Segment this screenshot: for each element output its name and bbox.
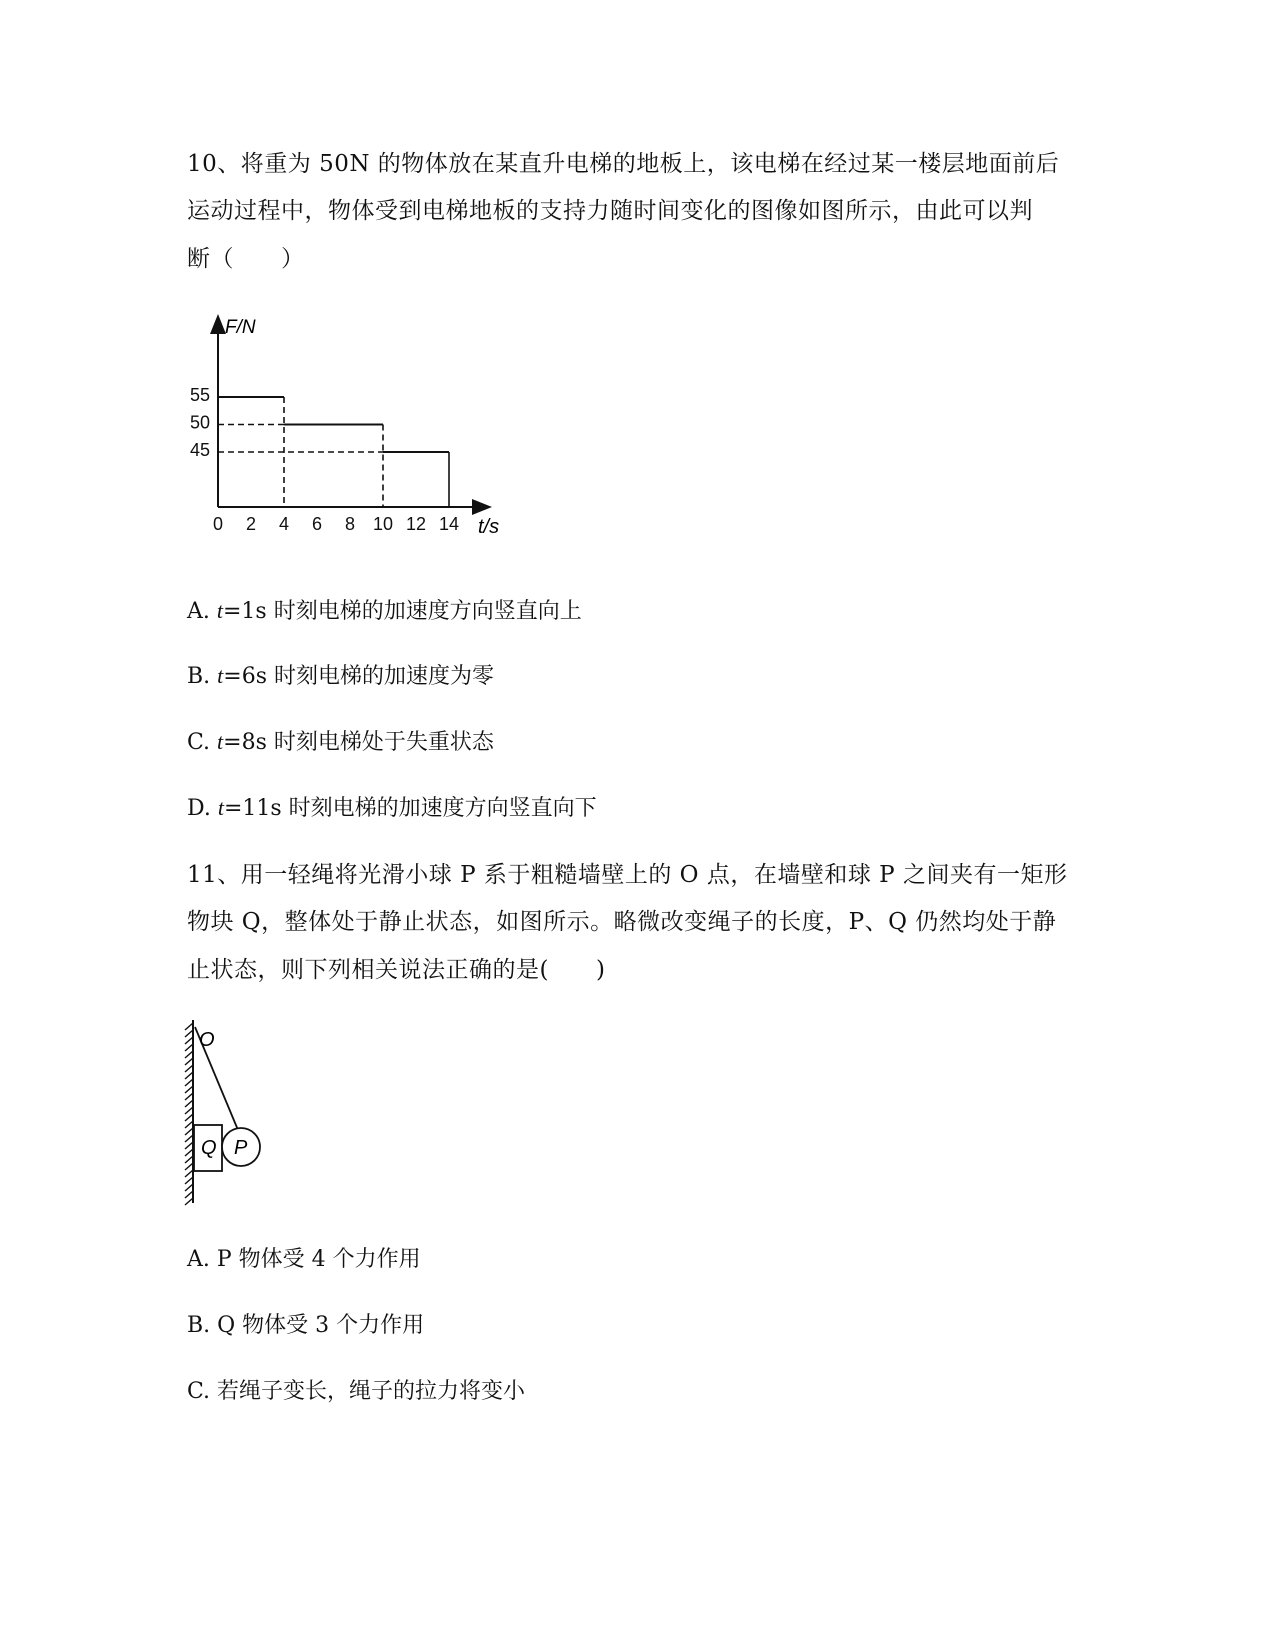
hatch-stroke [185,1114,193,1121]
x-tick-label: 6 [311,514,323,534]
hatch-stroke [185,1177,193,1184]
y-axis-label: F/N [225,317,256,338]
q10-option-d[interactable]: D. t=11s 时刻电梯的加速度方向竖直向下 [187,795,597,821]
q11-option-c[interactable]: C. 若绳子变长，绳子的拉力将变小 [187,1379,526,1404]
q11-text-line-2: 物块 Q，整体处于静止状态，如图所示。略微改变绳子的长度，P、Q 仍然均处于静 [187,909,1057,935]
y-tick-label: 50 [189,412,210,433]
hatch-stroke [185,1135,193,1142]
hatch-stroke [185,1037,193,1044]
wall-rope-ball-figure [178,1015,288,1210]
y-tick-label: 55 [189,385,210,405]
ball-p-label: P [234,1137,248,1159]
q11-option-a[interactable]: A. P 物体受 4 个力作用 [187,1247,421,1272]
hatch-stroke [185,1121,193,1128]
x-axis-label: t/s [478,516,500,538]
force-time-chart [180,310,520,550]
x-tick-label: 2 [245,514,257,534]
hatch-stroke [185,1023,193,1030]
hatch-stroke [185,1079,193,1086]
q11-option-b[interactable]: B. Q 物体受 3 个力作用 [187,1313,425,1338]
q10-text-line-2: 运动过程中，物体受到电梯地板的支持力随时间变化的图像如图所示，由此可以判 [187,198,1033,224]
hatch-stroke [185,1051,193,1058]
hatch-stroke [185,1170,193,1177]
hatch-stroke [185,1128,193,1135]
q10-text-line-1: 10、将重为 50N 的物体放在某直升电梯的地板上，该电梯在经过某一楼层地面前后 [187,151,1060,177]
q10-text-line-3: 断（ ） [187,246,305,272]
hatch-stroke [185,1142,193,1149]
x-tick-label: 4 [278,514,290,534]
q10-option-a[interactable]: A. t=1s 时刻电梯的加速度方向竖直向上 [187,598,582,624]
hatch-stroke [185,1100,193,1107]
hatch-stroke [185,1065,193,1072]
hatch-stroke [185,1086,193,1093]
x-tick-label: 14 [438,514,460,534]
hatch-stroke [185,1198,193,1205]
x-tick-label: 10 [372,514,394,534]
wall-hatching [185,1023,193,1205]
x-tick-label: 0 [212,514,224,534]
hatch-stroke [185,1156,193,1163]
hatch-stroke [185,1030,193,1037]
block-q-label: Q [201,1137,217,1159]
hatch-stroke [185,1184,193,1191]
q10-option-b[interactable]: B. t=6s 时刻电梯的加速度为零 [187,663,494,689]
hatch-stroke [185,1058,193,1065]
hatch-stroke [185,1072,193,1079]
x-tick-label: 8 [344,514,356,534]
q10-option-c[interactable]: C. t=8s 时刻电梯处于失重状态 [187,729,494,755]
hatch-stroke [185,1191,193,1198]
x-tick-label: 12 [405,514,427,534]
hatch-stroke [185,1093,193,1100]
point-o-label: O [199,1029,215,1051]
hatch-stroke [185,1149,193,1156]
q11-text-line-3: 止状态，则下列相关说法正确的是( ) [187,957,606,983]
q11-text-line-1: 11、用一轻绳将光滑小球 P 系于粗糙墙壁上的 O 点，在墙壁和球 P 之间夹有一矩形 [187,862,1068,888]
y-tick-label: 45 [189,440,210,460]
hatch-stroke [185,1107,193,1114]
hatch-stroke [185,1163,193,1170]
hatch-stroke [185,1044,193,1051]
